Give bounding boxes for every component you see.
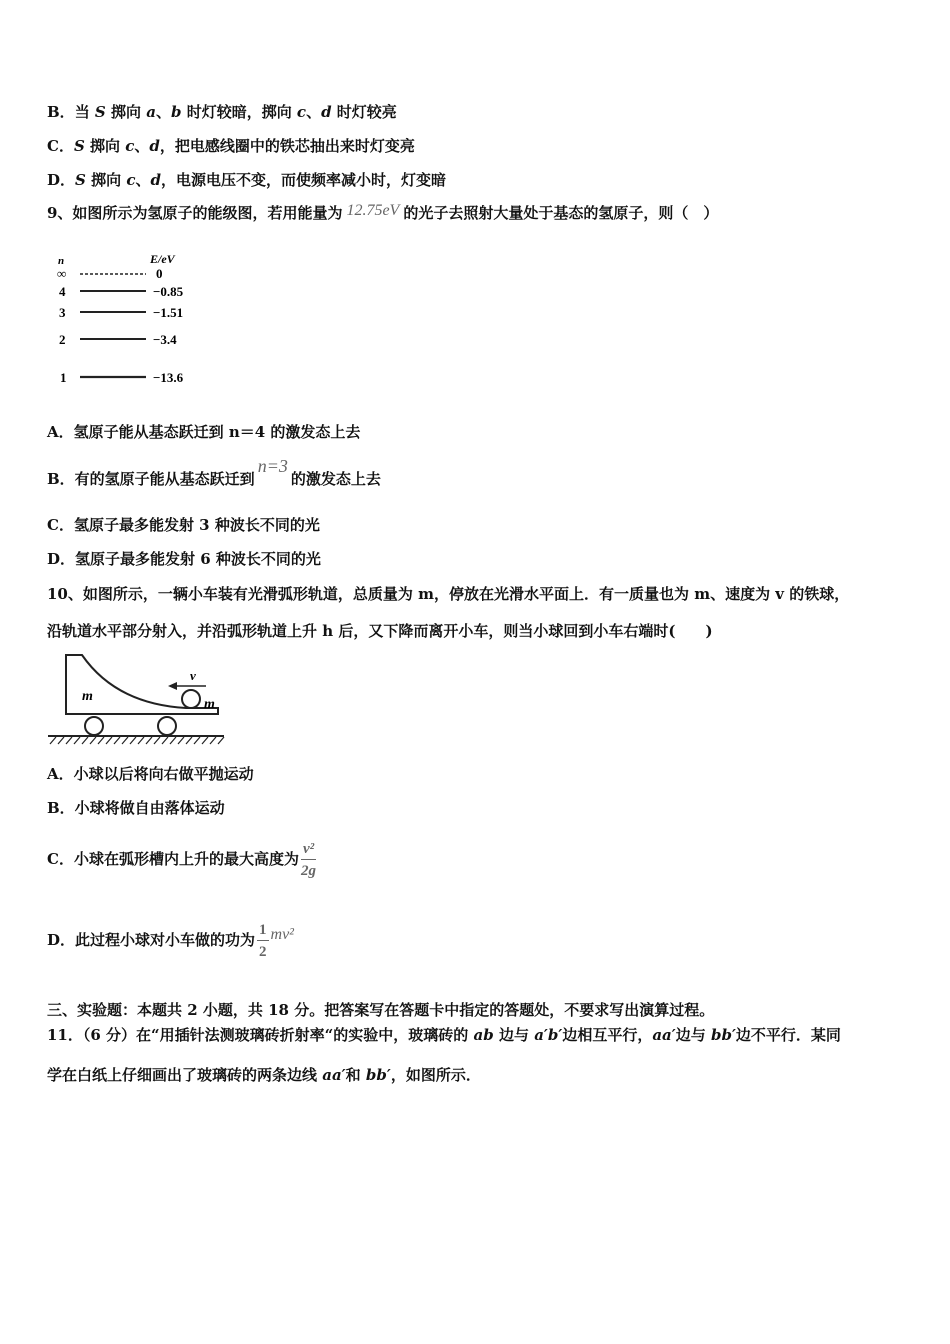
n-header: n [58,255,65,267]
level-e-2: −3.4 [153,332,177,347]
q8-option-d: D．S 掷向 c、d，电源电压不变，而使频率减小时，灯变暗 [47,171,446,189]
cart-mass-label: m [82,689,93,704]
q10-option-b: B．小球将做自由落体运动 [47,799,225,817]
section3-heading: 三、实验题：本题共 2 小题，共 18 分。把答案写在答题卡中指定的答题处，不要求写出演算过程。 [47,1001,715,1019]
q10-option-a: A．小球以后将向右做平抛运动 [47,765,254,783]
wheel-right [158,717,176,735]
velocity-arrow-head [168,682,177,690]
q11-line2: 学在白纸上仔细画出了玻璃砖的两条边线 aa′和 bb′，如图所示． [47,1066,481,1084]
ball [182,690,200,708]
q9-option-d: D．氢原子最多能发射 6 种波长不同的光 [47,550,321,568]
q9-stem: 9、如图所示为氢原子的能级图，若用能量为 12.75eV 的光子去照射大量处于基态的氢原子，则（ ） [47,202,719,222]
ground-hatch [50,737,224,744]
q10-option-d: D．此过程小球对小车做的功为 $\frac{1}{2}$ mv² [47,917,294,963]
level-e-inf: 0 [156,266,163,281]
level-n-2: 2 [59,332,66,347]
level-e-1: −13.6 [153,370,184,385]
q10-option-c: C．小球在弧形槽内上升的最大高度为 $\frac{\text{v²}}{2g}$ [47,836,318,882]
q9-option-b: B．有的氢原子能从基态跃迁到n=3的激发态上去 [47,456,381,488]
q8-option-c: C．S 掷向 c、d，把电感线圈中的铁芯抽出来时灯变亮 [47,137,415,155]
q10-stem-line1: 10、如图所示，一辆小车装有光滑弧形轨道，总质量为 m，停放在光滑水平面上．有一质量也为 m、速度为 v 的铁球， [47,585,850,603]
level-e-4: −0.85 [153,284,184,299]
fraction-one-half: $\frac{1}{2}$ [259,921,267,960]
level-n-1: 1 [60,370,67,385]
q8-option-b: B．当 S 掷向 a、b 时灯较暗，掷向 c、d 时灯较亮 [47,103,397,121]
q10-stem-line2: 沿轨道水平部分射入，并沿弧形轨道上升 h 后，又下降而离开小车，则当小球回到小车右端时( ) [47,622,713,640]
cart-figure [46,652,226,748]
q9-option-a: A．氢原子能从基态跃迁到 n＝4 的激发态上去 [47,423,361,441]
fraction-v2-over-2g: $\frac{\text{v²}}{2g}$ [301,840,317,879]
level-n-4: 4 [59,284,66,299]
level-e-3: −1.51 [153,305,184,320]
e-header: E/eV [150,252,175,266]
level-n-3: 3 [59,305,66,320]
q9-option-c: C．氢原子最多能发射 3 种波长不同的光 [47,516,320,534]
ball-mass-label: m [204,697,215,712]
energy-level-diagram [52,250,212,390]
level-n-inf: ∞ [57,266,67,281]
q11-line1: 11．（6 分）在“用插针法测玻璃砖折射率“的实验中，玻璃砖的 ab 边与 a′b′边相互平行，aa′边与 bb′边不平行．某同 [47,1026,841,1044]
wheel-left [85,717,103,735]
velocity-label: v [190,668,196,683]
